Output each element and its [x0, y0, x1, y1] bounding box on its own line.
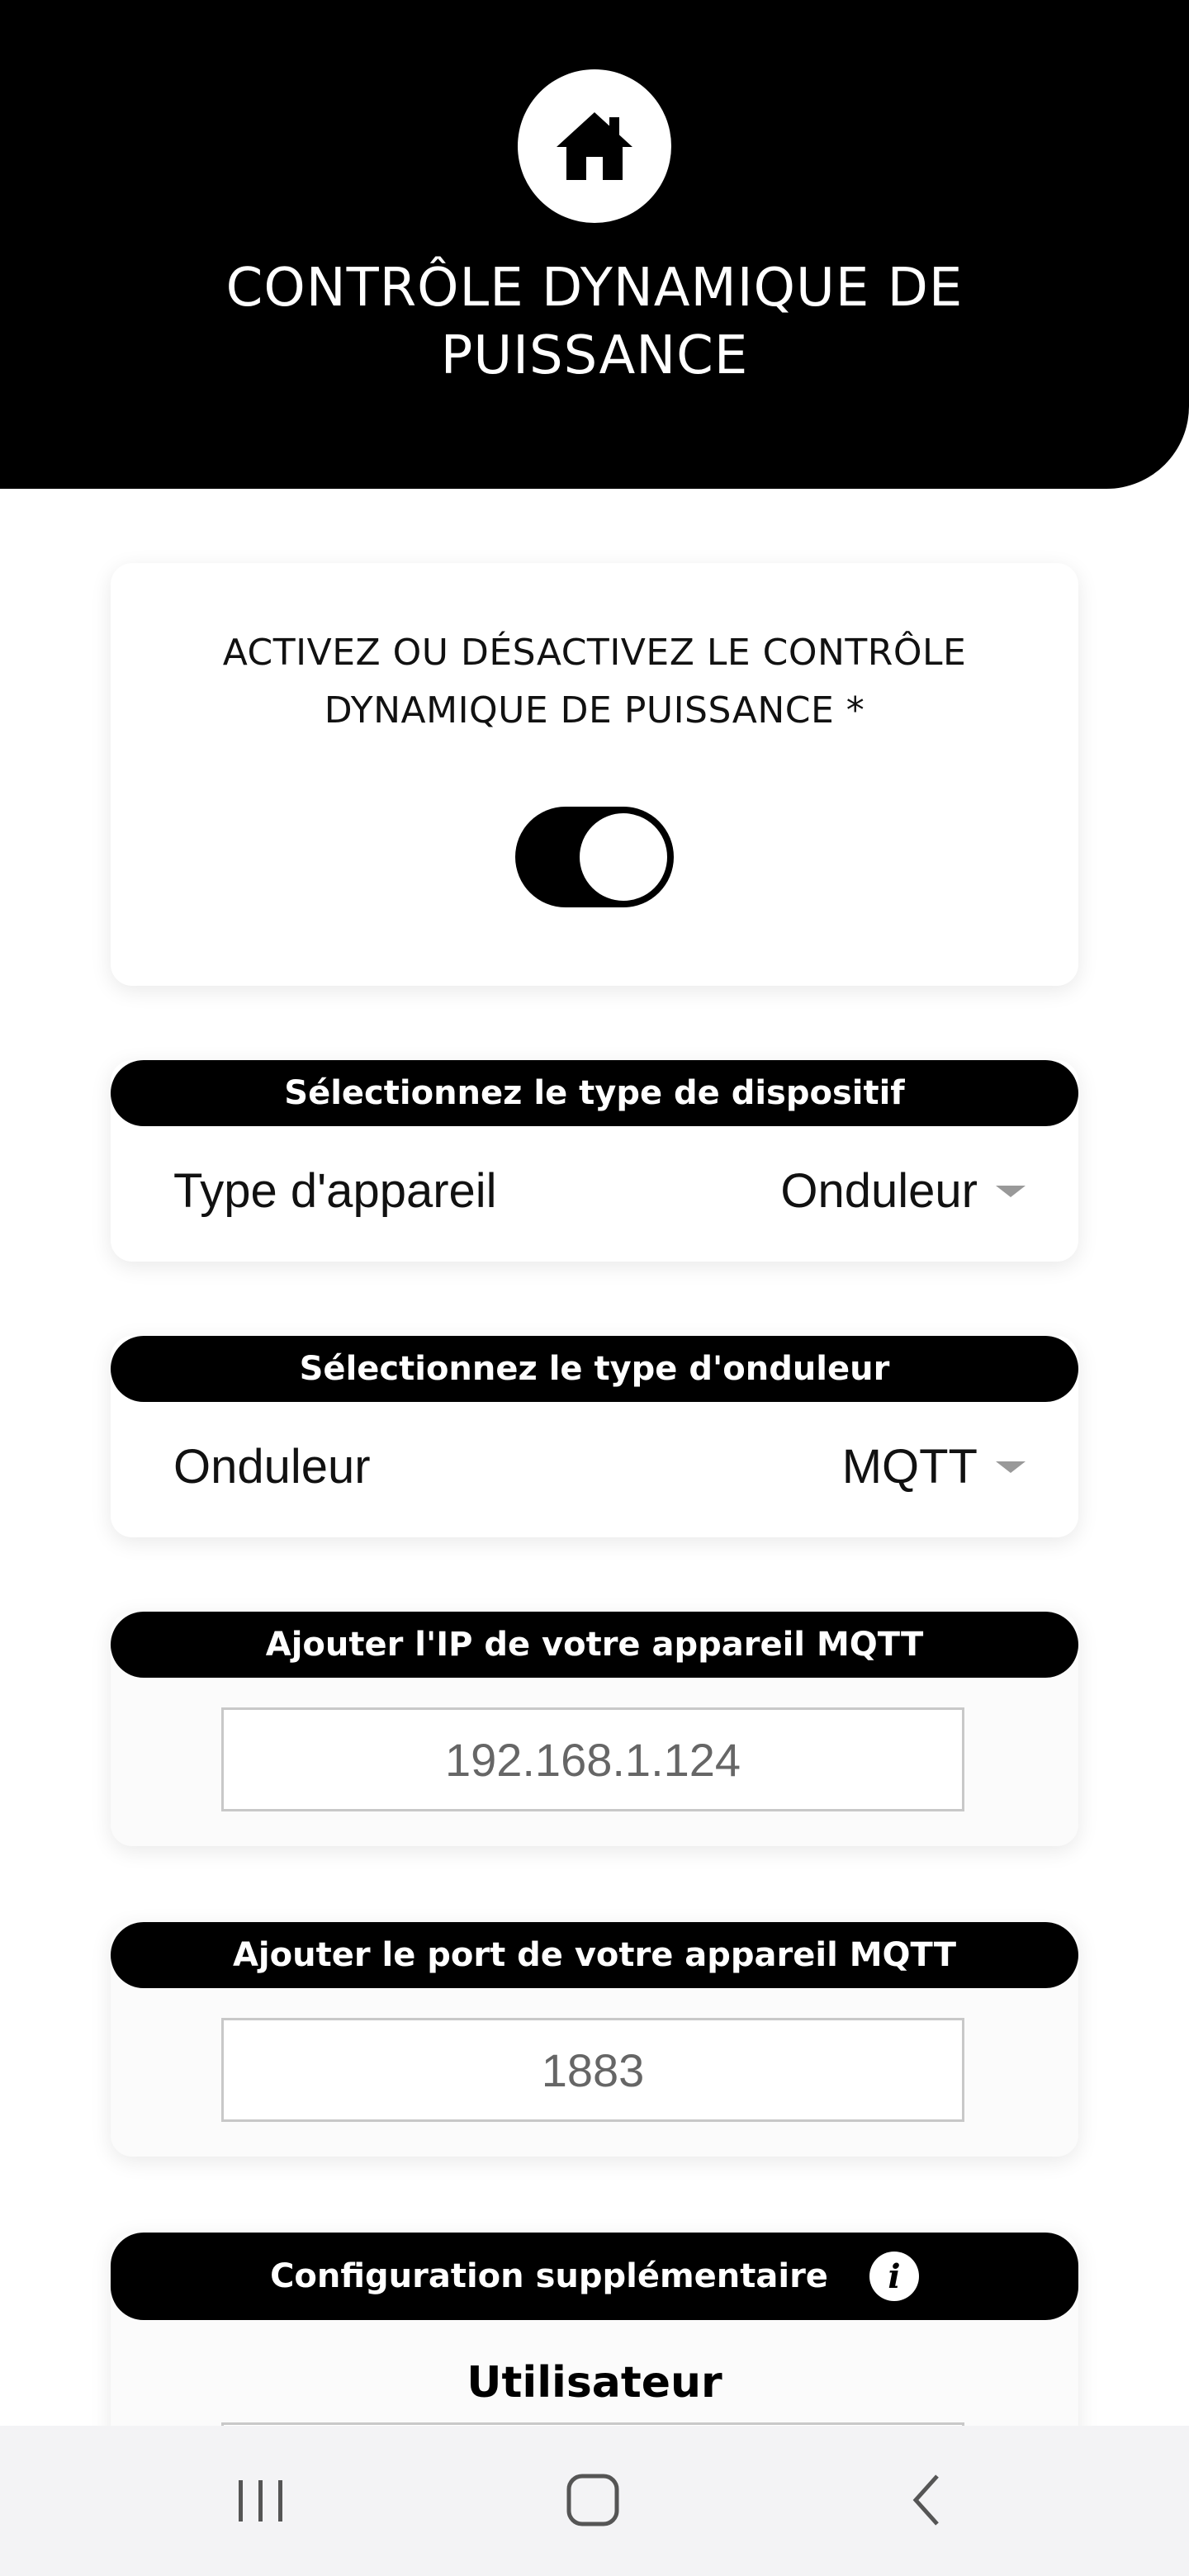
- home-button[interactable]: [518, 69, 671, 223]
- device-type-select[interactable]: [780, 1163, 1026, 1219]
- device-type-label: Type d'appareil: [173, 1164, 497, 1218]
- dynamic-power-toggle[interactable]: [515, 807, 674, 907]
- device-type-value: Onduleur: [780, 1164, 978, 1218]
- dropdown-caret-icon: [996, 1461, 1026, 1473]
- home-nav-button[interactable]: [543, 2459, 642, 2541]
- mqtt-ip-card: [111, 1612, 1078, 1846]
- inverter-type-label: Onduleur: [173, 1440, 371, 1494]
- mqtt-port-card: [111, 1922, 1078, 2157]
- toggle-card: [111, 563, 1078, 986]
- home-outline-icon: [564, 2471, 622, 2529]
- recents-icon: [232, 2475, 290, 2525]
- dropdown-caret-icon: [996, 1186, 1026, 1197]
- system-navbar: [0, 2426, 1189, 2576]
- inverter-type-value: MQTT: [841, 1440, 978, 1494]
- back-button[interactable]: [877, 2459, 976, 2541]
- mqtt-port-header: Ajouter le port de votre appareil MQTT: [111, 1922, 1078, 1988]
- inverter-type-card: [111, 1336, 1078, 1537]
- device-type-header: Sélectionnez le type de dispositif: [111, 1060, 1078, 1126]
- mqtt-ip-input[interactable]: [221, 1707, 964, 1811]
- mqtt-port-input[interactable]: [221, 2018, 964, 2122]
- user-label: Utilisateur: [467, 2358, 722, 2408]
- back-icon: [906, 2471, 947, 2529]
- home-icon: [553, 109, 636, 183]
- extra-config-title: Configuration supplémentaire: [270, 2257, 828, 2295]
- inverter-type-select[interactable]: [842, 1439, 1026, 1494]
- info-icon[interactable]: i: [869, 2252, 919, 2301]
- inverter-type-header: Sélectionnez le type d'onduleur: [111, 1336, 1078, 1402]
- page-header: [0, 0, 1189, 489]
- page-title: CONTRÔLE DYNAMIQUE DE PUISSANCE: [225, 258, 964, 386]
- extra-config-header: [111, 2233, 1078, 2320]
- toggle-label: ACTIVEZ OU DÉSACTIVEZ LE CONTRÔLE DYNAMIQUE DE PUISSANCE *: [222, 632, 967, 732]
- device-type-card: [111, 1060, 1078, 1262]
- recents-button[interactable]: [211, 2459, 310, 2541]
- mqtt-ip-header: Ajouter l'IP de votre appareil MQTT: [111, 1612, 1078, 1678]
- toggle-knob: [576, 810, 670, 904]
